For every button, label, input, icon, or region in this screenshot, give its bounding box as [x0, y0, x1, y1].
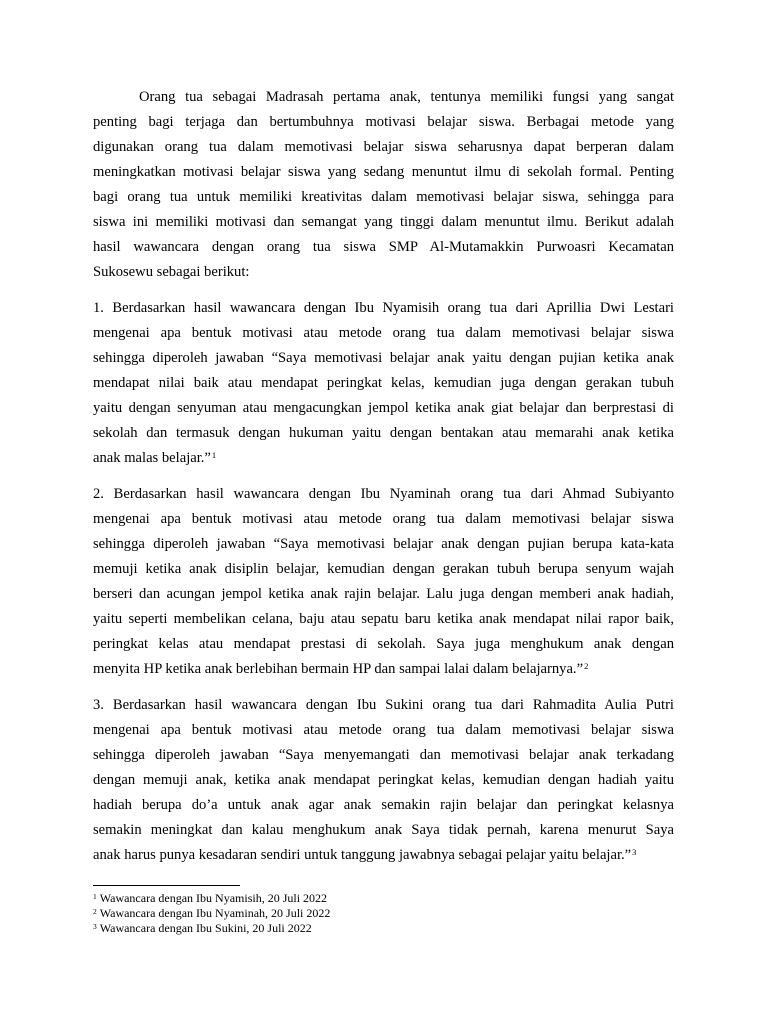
paragraph-line: yaitu dengan senyuman atau mengacungkan jempol ketika anak giat belajar dan berprestasi di [93, 400, 674, 416]
paragraph-line: berseri dan acungan jempol ketika anak rajin belajar. Lalu juga dengan memberi anak hadiah, [93, 586, 674, 602]
paragraph-line: siswa ini memiliki motivasi dan semangat yang tinggi dalam menuntut ilmu. Berikut adalah [93, 214, 674, 230]
paragraph-line: sehingga diperoleh jawaban “Saya memotivasi belajar anak dengan pujian berupa kata-kata [93, 536, 674, 552]
footnote [93, 891, 327, 905]
paragraph-line: 2. Berdasarkan hasil wawancara dengan Ibu Nyaminah orang tua dari Ahmad Subiyanto [93, 486, 674, 502]
paragraph-line: semakin meningkat dan kalau menghukum anak Saya tidak pernah, karena menurut Saya [93, 822, 674, 838]
footnote-text: Wawancara dengan Ibu Nyamisih, 20 Juli 2022 [99, 891, 328, 905]
line-text: anak harus punya kesadaran sendiri untuk tanggung jawabnya sebagai pelajar yaitu belajar.” [93, 847, 632, 863]
footnote-text: Wawancara dengan Ibu Sukini, 20 Juli 2022 [99, 921, 312, 935]
footnote-divider [93, 885, 240, 886]
paragraph-line: peringkat kelas atau mendapat prestasi di sekolah. Saya juga menghukum anak dengan [93, 636, 674, 652]
paragraph-line: yaitu seperti membelikan celana, baju atau sepatu baru ketika anak mendapat nilai rapor baik, [93, 611, 674, 627]
paragraph-line: mengenai apa bentuk motivasi atau metode orang tua dalam memotivasi belajar siswa [93, 722, 674, 738]
paragraph-line: meningkatkan motivasi belajar siswa yang sedang menuntut ilmu di sekolah formal. Penting [93, 164, 674, 180]
footnote [93, 906, 330, 920]
paragraph-line: mengenai apa bentuk motivasi atau metode orang tua dalam memotivasi belajar siswa [93, 511, 674, 527]
paragraph-line: 3. Berdasarkan hasil wawancara dengan Ibu Sukini orang tua dari Rahmadita Aulia Putri [93, 697, 674, 713]
footnote-number: 3 [93, 922, 97, 931]
footnote-number: 1 [93, 892, 97, 901]
line-text: anak malas belajar.” [93, 450, 211, 466]
paragraph-line: bagi orang tua untuk memiliki kreativitas dalam memotivasi belajar siswa, sehingga para [93, 189, 674, 205]
paragraph-line: penting bagi terjaga dan bertumbuhnya motivasi belajar siswa. Berbagai metode yang [93, 114, 674, 130]
footnote-number: 2 [93, 907, 97, 916]
line-text: menyita HP ketika anak berlebihan bermain HP dan sampai lalai dalam belajarnya.” [93, 661, 584, 677]
footnote-ref[interactable]: 1 [211, 450, 217, 460]
paragraph-line: Orang tua sebagai Madrasah pertama anak, tentunya memiliki fungsi yang sangat [139, 89, 674, 105]
paragraph-line [93, 660, 674, 678]
paragraph-line: 1. Berdasarkan hasil wawancara dengan Ibu Nyamisih orang tua dari Aprillia Dwi Lestari [93, 300, 674, 316]
paragraph-line: digunakan orang tua dalam memotivasi belajar siswa seharusnya dapat berperan dalam [93, 139, 674, 155]
footnote-ref[interactable]: 3 [632, 847, 637, 857]
paragraph-line: memuji ketika anak disiplin belajar, kemudian dengan gerakan tubuh berupa senyum wajah [93, 561, 674, 577]
paragraph-line: sehingga diperoleh jawaban “Saya memotivasi belajar anak yaitu dengan pujian ketika anak [93, 350, 674, 366]
paragraph-line: sekolah dan termasuk dengan hukuman yaitu dengan bentakan atau memarahi anak ketika [93, 425, 674, 441]
footnote-text: Wawancara dengan Ibu Nyaminah, 20 Juli 2022 [99, 906, 331, 920]
paragraph-line: sehingga diperoleh jawaban “Saya menyemangati dan memotivasi belajar anak terkadang [93, 747, 674, 763]
footnote-ref[interactable]: 2 [584, 661, 589, 671]
paragraph-line [93, 846, 674, 864]
paragraph-line: mendapat nilai baik atau mendapat peringkat kelas, kemudian juga dengan gerakan tubuh [93, 375, 674, 391]
paragraph-line [93, 449, 674, 467]
paragraph-line: mengenai apa bentuk motivasi atau metode orang tua dalam memotivasi belajar siswa [93, 325, 674, 341]
paragraph-line: hadiah berupa do’a untuk anak agar anak semakin rajin belajar dan peringkat kelasnya [93, 797, 674, 813]
footnote [93, 921, 312, 935]
paragraph-line: dengan memuji anak, ketika anak mendapat peringkat kelas, kemudian dengan hadiah yaitu [93, 772, 674, 788]
paragraph-line: hasil wawancara dengan orang tua siswa SMP Al-Mutamakkin Purwoasri Kecamatan [93, 239, 674, 255]
paragraph-line: Sukosewu sebagai berikut: [93, 264, 250, 280]
